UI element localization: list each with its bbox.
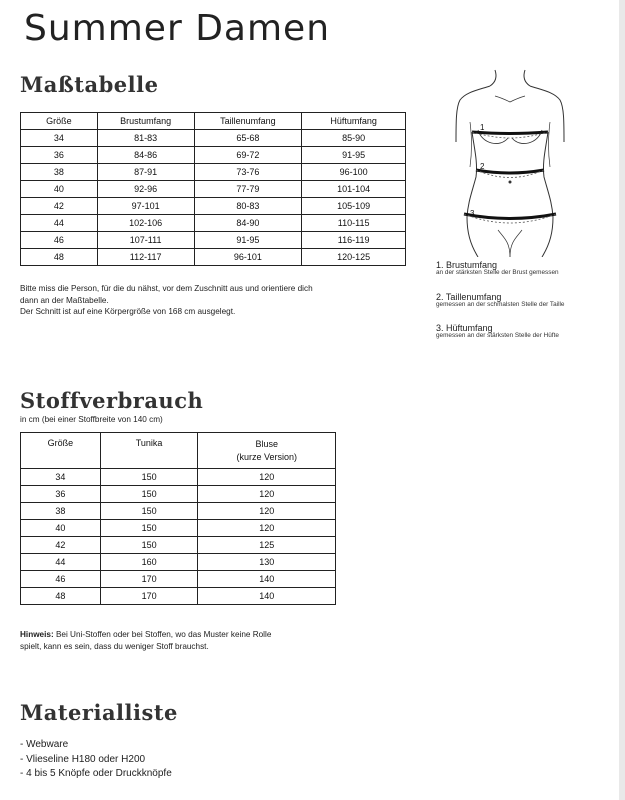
fabric-table-header-row [21,433,336,469]
fabric-table-row [21,571,336,588]
table-cell: 48 [21,249,98,266]
table-cell: 130 [198,554,336,571]
bluse-label: Bluse [255,439,278,449]
legend-sub: gemessen an der stärksten Stelle der Hüfte [436,332,559,339]
size-table-row [21,147,406,164]
col-header-chest: Brustumfang [97,113,194,130]
col-header-waist: Taillenumfang [194,113,302,130]
bluse-sublabel: (kurze Version) [236,452,297,462]
table-cell: 34 [21,469,101,486]
table-cell: 44 [21,215,98,232]
materials-list [20,738,172,782]
table-cell: 92-96 [97,181,194,198]
table-cell: 96-100 [302,164,406,181]
legend-title: 2. Taillenumfang [436,292,502,302]
fabric-table-row [21,537,336,554]
size-table-note [20,283,313,318]
table-cell: 120 [198,469,336,486]
table-cell: 91-95 [302,147,406,164]
legend-hip [436,323,559,339]
table-cell: 150 [100,520,198,537]
table-cell: 48 [21,588,101,605]
table-cell: 46 [21,571,101,588]
materials-heading: Materialliste [20,700,178,725]
fabric-table-row [21,520,336,537]
marker-2: 2 [480,162,485,171]
legend-title: 3. Hüftumfang [436,323,493,333]
table-cell: 116-119 [302,232,406,249]
size-table-row [21,164,406,181]
materials-item: - Vlieseline H180 oder H200 [20,753,146,765]
fabric-table-row [21,588,336,605]
table-cell: 120 [198,520,336,537]
table-cell: 85-90 [302,130,406,147]
legend-waist [436,292,564,308]
table-cell: 40 [21,520,101,537]
fabric-table-row [21,486,336,503]
table-cell: 140 [198,571,336,588]
size-table-header-row [21,113,406,130]
size-table-row [21,181,406,198]
table-cell: 42 [21,537,101,554]
table-cell: 110-115 [302,215,406,232]
hint-line: spielt, kann es sein, dass du weniger Stoff brauchst. [20,641,209,651]
table-cell: 73-76 [194,164,302,181]
hint-text: Bei Uni-Stoffen oder bei Stoffen, wo das Muster keine Rolle [53,630,272,639]
table-cell: 150 [100,537,198,554]
legend-sub: an der stärksten Stelle der Brust gemessen [436,269,559,276]
table-cell: 160 [100,554,198,571]
fabric-subheading: in cm (bei einer Stoffbreite von 140 cm) [20,415,163,424]
hint-line [20,629,271,641]
chest-measure-line [472,132,548,134]
table-cell: 65-68 [194,130,302,147]
page-title: Summer Damen [24,8,331,49]
table-cell: 170 [100,571,198,588]
table-cell: 97-101 [97,198,194,215]
hip-measure-line [464,214,556,219]
size-table-heading: Maßtabelle [20,72,159,97]
fabric-hint [20,629,271,652]
table-cell: 69-72 [194,147,302,164]
table-cell: 112-117 [97,249,194,266]
note-line: dann an der Maßtabelle. [20,295,109,305]
table-cell: 36 [21,147,98,164]
table-cell: 84-90 [194,215,302,232]
marker-1: 1 [480,123,485,132]
table-cell: 77-79 [194,181,302,198]
col-header-bluse [198,433,336,469]
note-line: Bitte miss die Person, für die du nähst, vor dem Zuschnitt aus und orientiere dich [20,284,313,293]
table-cell: 170 [100,588,198,605]
table-cell: 44 [21,554,101,571]
fabric-table-row [21,503,336,520]
hint-label: Hinweis: [20,630,54,639]
table-cell: 46 [21,232,98,249]
note-line: Der Schnitt ist auf eine Körpergröße von 168 cm ausgelegt. [20,307,236,316]
legend-chest [436,260,559,276]
table-cell: 91-95 [194,232,302,249]
table-cell: 40 [21,181,98,198]
table-cell: 125 [198,537,336,554]
table-cell: 42 [21,198,98,215]
table-cell: 96-101 [194,249,302,266]
size-table [20,112,406,266]
body-measurement-figure [450,62,570,257]
table-cell: 150 [100,469,198,486]
page-edge [619,0,625,800]
table-cell: 80-83 [194,198,302,215]
waist-measure-line [476,170,544,173]
size-table-row [21,130,406,147]
materials-item: - Webware [20,739,69,750]
table-cell: 120-125 [302,249,406,266]
size-table-row [21,215,406,232]
size-table-row [21,249,406,266]
table-cell: 81-83 [97,130,194,147]
table-cell: 36 [21,486,101,503]
col-header-size: Größe [21,113,98,130]
marker-3: 3 [470,209,475,218]
table-cell: 140 [198,588,336,605]
size-table-row [21,232,406,249]
table-cell: 84-86 [97,147,194,164]
col-header-hip: Hüftumfang [302,113,406,130]
fabric-table-row [21,554,336,571]
table-cell: 38 [21,164,98,181]
table-cell: 87-91 [97,164,194,181]
table-cell: 150 [100,503,198,520]
legend-title: 1. Brustumfang [436,260,498,270]
fabric-heading: Stoffverbrauch [20,388,204,413]
table-cell: 101-104 [302,181,406,198]
table-cell: 120 [198,486,336,503]
fabric-table [20,432,336,605]
table-cell: 38 [21,503,101,520]
legend-sub: gemessen an der schmalsten Stelle der Taille [436,301,565,308]
col-header-tunika: Tunika [100,433,198,469]
table-cell: 107-111 [97,232,194,249]
table-cell: 102-106 [97,215,194,232]
fabric-table-row [21,469,336,486]
size-table-row [21,198,406,215]
col-header-size: Größe [21,433,101,469]
materials-item: - 4 bis 5 Knöpfe oder Druckknöpfe [20,768,172,779]
table-cell: 105-109 [302,198,406,215]
table-cell: 150 [100,486,198,503]
table-cell: 120 [198,503,336,520]
table-cell: 34 [21,130,98,147]
